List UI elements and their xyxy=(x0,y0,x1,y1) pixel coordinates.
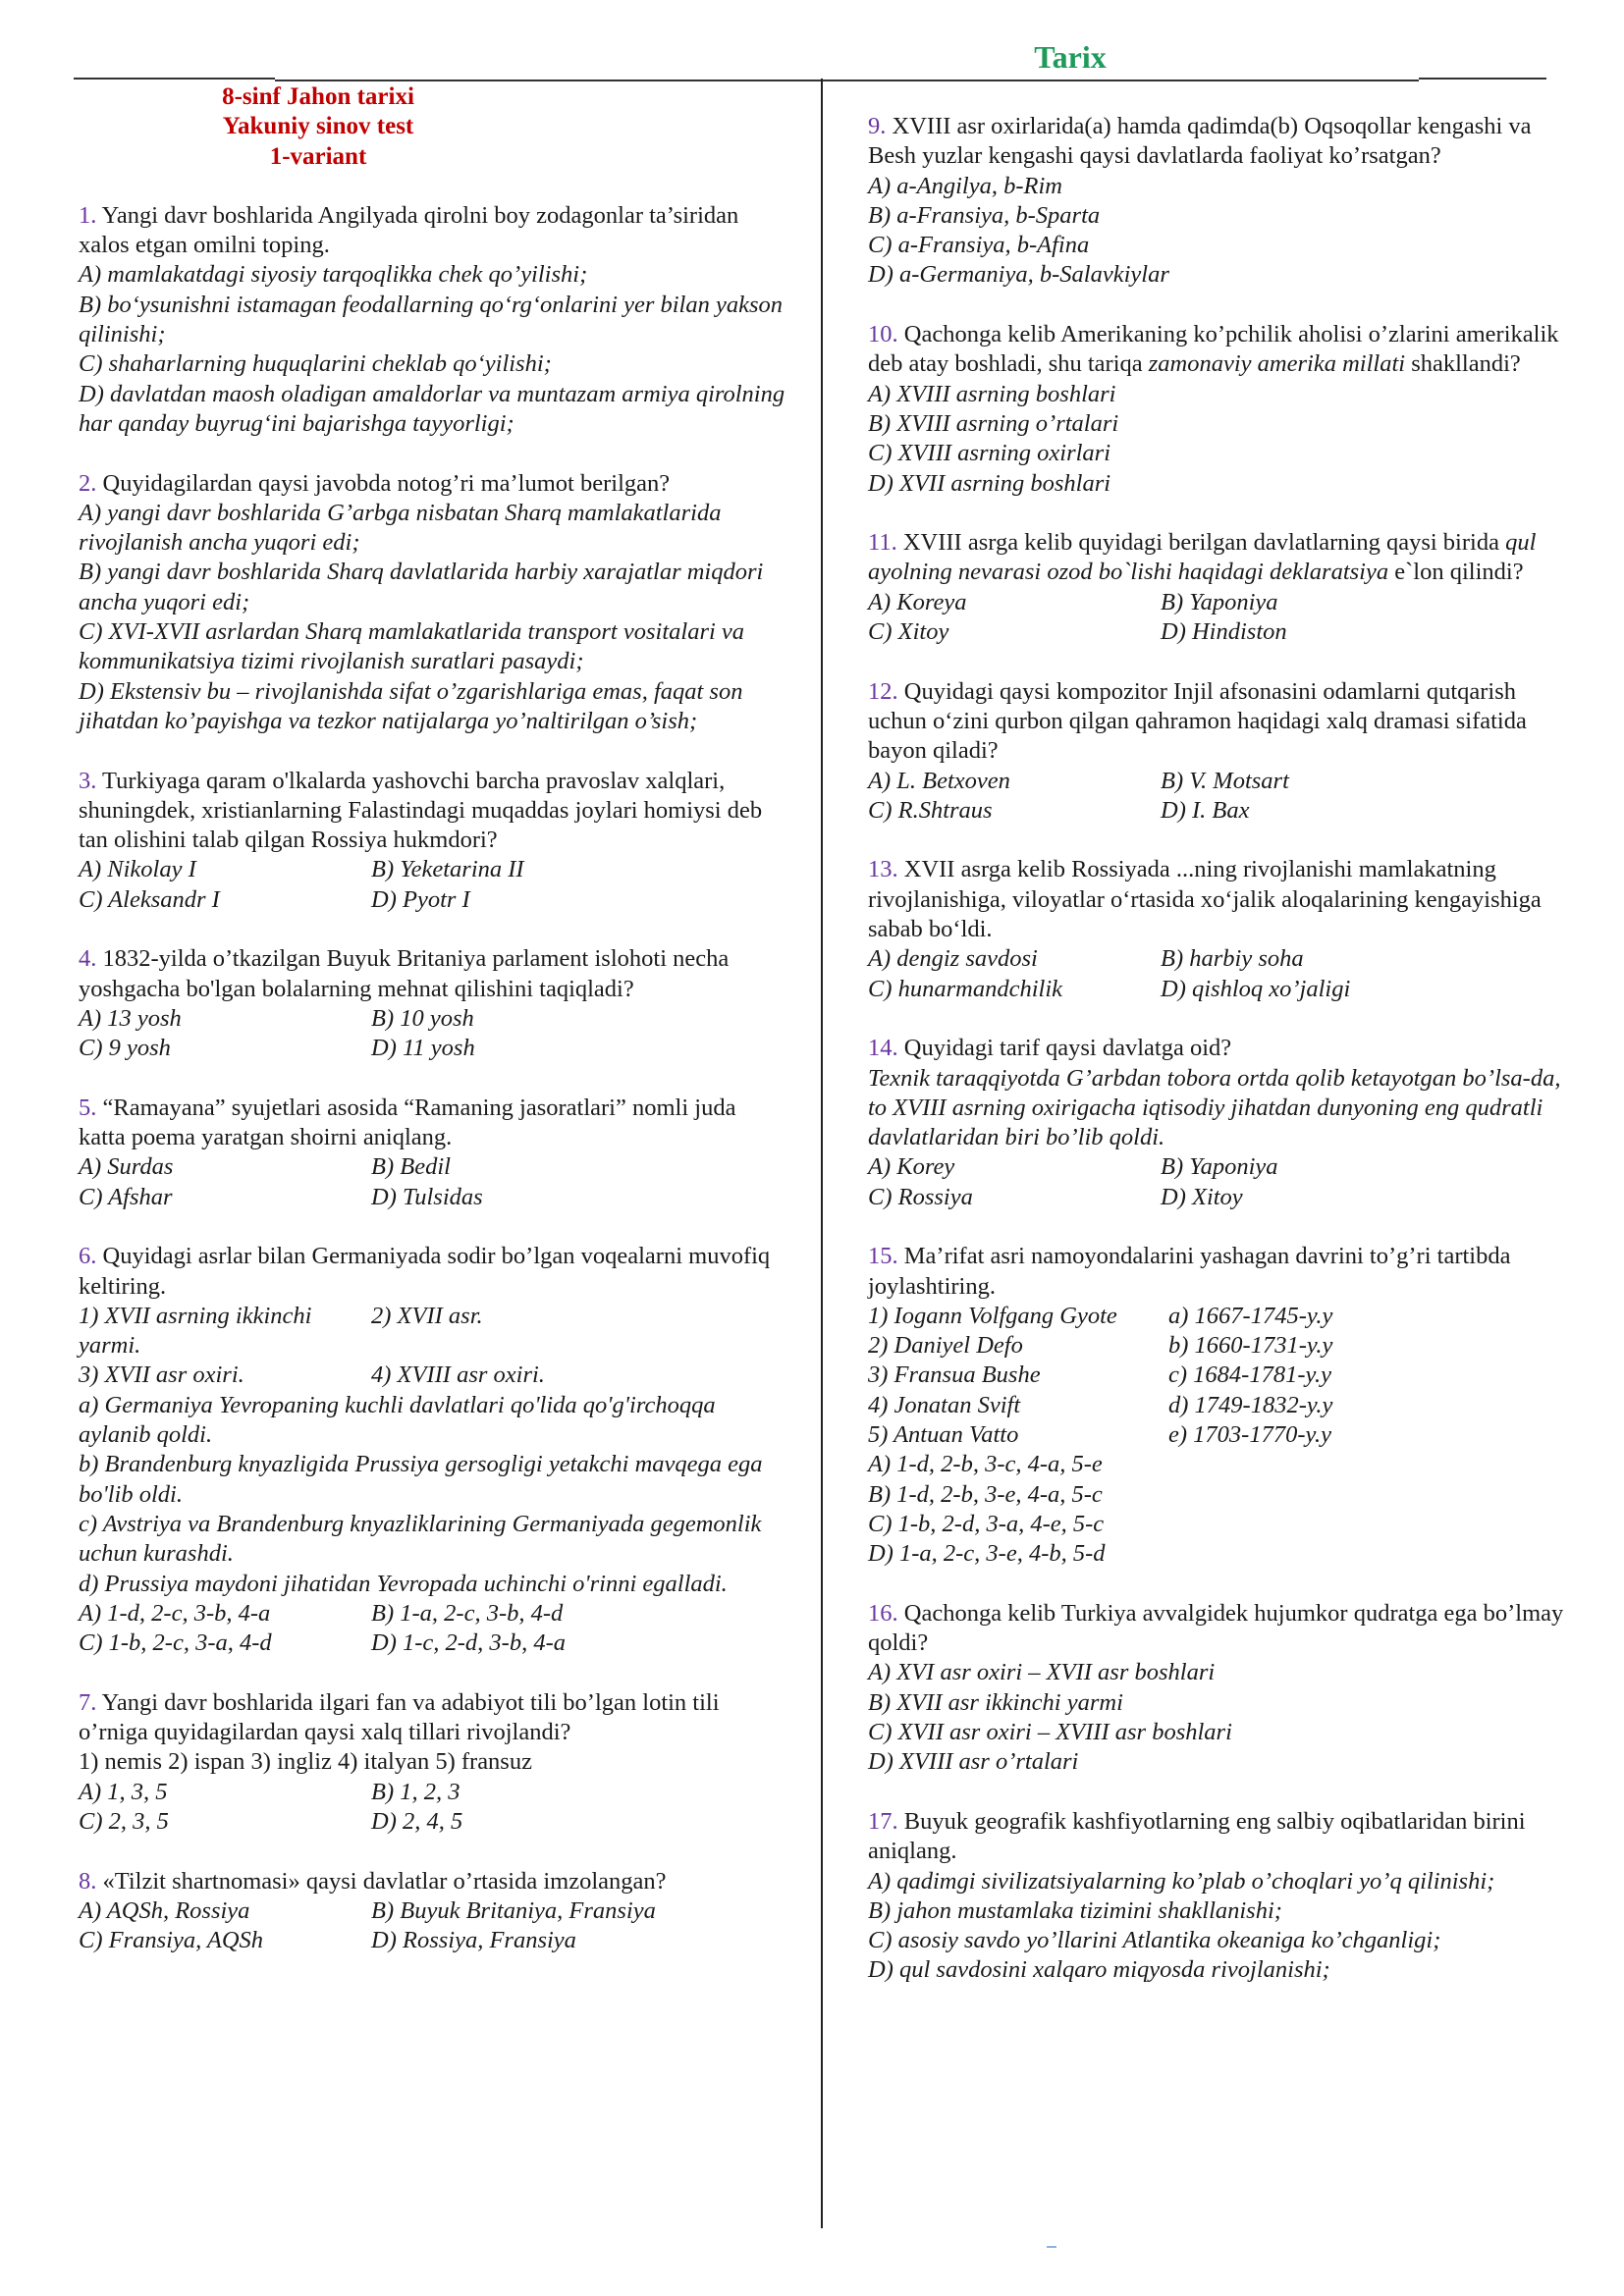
answer-option: A) L. Betxoven xyxy=(868,767,1010,794)
answer-option: D) 11 yosh xyxy=(371,1035,475,1062)
question-text xyxy=(868,677,1575,767)
question-body: Ma’rifat asri namoyondalarini yashagan davrini to’g’ri tartibda joylashtiring. xyxy=(868,1243,1511,1300)
question-block xyxy=(868,1599,1575,1778)
question-emphasis: qul ayolning nevarasi ozod bo`lishi haqidagi deklaratsiya xyxy=(868,529,1537,586)
question-number: 11. xyxy=(868,529,897,557)
answer-option: A) qadimgi sivilizatsiyalarning ko’plab o’choqlari yo’q qilinishi; xyxy=(868,1867,1495,1895)
question-body: shakllandi? xyxy=(1405,350,1521,378)
question-text xyxy=(79,1242,785,1302)
answer-option: D) 2, 4, 5 xyxy=(371,1807,463,1835)
match-left: 5) Antuan Vatto xyxy=(868,1421,1019,1449)
answer-option: d) Prussiya maydoni jihatidan Yevropada uchinchi o'rinni egalladi. xyxy=(79,1570,728,1597)
answer-option: C) Rossiya xyxy=(868,1183,973,1210)
answer-option: A) Koreya xyxy=(868,588,967,615)
answer-option: A) Nikolay I xyxy=(79,856,196,883)
question-number: 12. xyxy=(868,677,898,705)
top-rule-left xyxy=(74,78,275,80)
item-right: 4) XVIII asr oxiri. xyxy=(371,1362,545,1389)
match-row xyxy=(868,1391,1575,1420)
answer-option: D) Ekstensiv bu – rivojlanishda sifat o’zgarishlariga emas, faqat son jihatdan ko’payishga va tezkor natijalarga yo’naltirilgan o’sish; xyxy=(79,677,743,734)
question-text xyxy=(868,1807,1575,1867)
answer-option: A) Surdas xyxy=(79,1153,174,1181)
question-block xyxy=(868,855,1575,1003)
question-body: e`lon qilindi? xyxy=(1388,559,1524,586)
question-text xyxy=(868,1242,1575,1302)
question-body: Qachonga kelib Turkiya avvalgidek hujumkor qudratga ega bo’lmay qoldi? xyxy=(868,1599,1564,1657)
answer-option: D) Hindiston xyxy=(1161,618,1287,646)
answer-row xyxy=(868,1183,1575,1212)
answer-row xyxy=(868,796,1575,826)
answer-option: A) a-Angilya, b-Rim xyxy=(868,172,1062,199)
question-body: Qachonga kelib Amerikaning ko’pchilik aholisi o’zlarini amerikalik deb atay boshladi, shu tariqa xyxy=(868,321,1559,378)
header-line-3: 1-variant xyxy=(269,142,367,170)
question-text xyxy=(79,1094,785,1153)
question-text xyxy=(868,112,1575,172)
answer-option: A) 13 yosh xyxy=(79,1004,182,1032)
question-body: XVIII asrga kelib quyidagi berilgan davlatlarning qaysi birida xyxy=(896,529,1506,557)
answer-row xyxy=(79,1896,785,1926)
answer-option: a) Germaniya Yevropaning kuchli davlatlari qo'lida qo'g'irchoqqa aylanib qoldi. xyxy=(79,1391,716,1449)
answer-option: C) XVI-XVII asrlardan Sharq mamlakatlarida transport vositalari va kommunikatsiya tizimi rivojlanish suratlari pasaydi; xyxy=(79,618,745,675)
match-left: 4) Jonatan Svift xyxy=(868,1391,1021,1418)
answer-option: B) 1-a, 2-c, 3-b, 4-d xyxy=(371,1599,564,1627)
answer-row xyxy=(79,1004,785,1034)
left-column xyxy=(79,82,785,1986)
answer-row xyxy=(868,944,1575,974)
match-right: e) 1703-1770-y.y xyxy=(1168,1421,1331,1449)
answer-option: C) 2, 3, 5 xyxy=(79,1807,169,1835)
answer-row xyxy=(868,975,1575,1004)
test-header xyxy=(82,82,554,172)
question-body: “Ramayana” syujetlari asosida “Ramaning jasoratlari” nomli juda katta poema yaratgan shoirni aniqlang. xyxy=(79,1094,736,1151)
question-block xyxy=(79,469,785,737)
top-rule-right xyxy=(1419,78,1546,80)
item-row xyxy=(79,1302,785,1362)
question-block xyxy=(79,944,785,1063)
question-text xyxy=(79,944,785,1004)
answer-option: B) XVII asr ikkinchi yarmi xyxy=(868,1688,1123,1716)
answer-row xyxy=(79,1183,785,1212)
answer-option: B) 1, 2, 3 xyxy=(371,1778,460,1805)
question-number: 6. xyxy=(79,1243,97,1270)
question-number: 14. xyxy=(868,1035,898,1062)
answer-row xyxy=(79,1034,785,1063)
answer-row xyxy=(868,1152,1575,1182)
question-body: 1832-yilda o’tkazilgan Buyuk Britaniya parlament islohoti necha yoshgacha bo'lgan bolalarning mehnat qilishini taqiqladi? xyxy=(79,945,730,1002)
answer-option: C) Aleksandr I xyxy=(79,885,220,913)
question-text xyxy=(79,469,785,499)
top-rule-middle xyxy=(275,80,1419,81)
item-left: 1) XVII asrning ikkinchi yarmi. xyxy=(79,1302,312,1360)
question-block xyxy=(868,112,1575,291)
answer-option: C) 1-b, 2-d, 3-a, 4-e, 5-c xyxy=(868,1510,1105,1537)
item-left: 3) XVII asr oxiri. xyxy=(79,1362,244,1389)
answer-option: C) Xitoy xyxy=(868,618,949,646)
question-body: Buyuk geografik kashfiyotlarning eng salbiy oqibatlaridan birini aniqlang. xyxy=(868,1807,1526,1865)
answer-option: B) bo‘ysunishni istamagan feodallarning qo‘rg‘onlarini yer bilan yakson qilinishi; xyxy=(79,291,784,348)
answer-option: B) Yaponiya xyxy=(1161,1153,1278,1181)
answer-option: B) a-Fransiya, b-Sparta xyxy=(868,201,1101,229)
answer-row xyxy=(868,588,1575,617)
question-block xyxy=(868,1242,1575,1569)
answer-option: A) yangi davr boshlarida G’arbga nisbatan Sharq mamlakatlarida rivojlanish ancha yuqori edi; xyxy=(79,499,722,557)
question-text xyxy=(868,855,1575,944)
answer-option: D) 1-c, 2-d, 3-b, 4-a xyxy=(371,1629,566,1657)
answer-option: C) Afshar xyxy=(79,1183,173,1210)
answer-option: C) Fransiya, AQSh xyxy=(79,1927,264,1954)
answer-row xyxy=(79,1807,785,1837)
question-block xyxy=(868,1807,1575,1986)
question-block xyxy=(868,528,1575,647)
answer-row xyxy=(79,1599,785,1629)
answer-option: C) XVIII asrning oxirlari xyxy=(868,440,1111,467)
question-number: 5. xyxy=(79,1094,97,1121)
question-number: 4. xyxy=(79,945,97,973)
answer-row xyxy=(79,855,785,884)
question-number: 7. xyxy=(79,1688,97,1716)
question-number: 2. xyxy=(79,469,97,497)
question-text xyxy=(79,767,785,856)
question-body: Quyidagi tarif qaysi davlatga oid? xyxy=(897,1035,1232,1062)
question-block xyxy=(79,1867,785,1956)
question-text xyxy=(868,1599,1575,1659)
question-number: 8. xyxy=(79,1867,97,1895)
answer-option: B) yangi davr boshlarida Sharq davlatlarida harbiy xarajatlar miqdori ancha yuqori edi; xyxy=(79,559,764,615)
answer-option: B) Yeketarina II xyxy=(371,856,524,883)
column-divider xyxy=(821,79,823,2228)
match-row xyxy=(868,1361,1575,1390)
answer-option: C) a-Fransiya, b-Afina xyxy=(868,232,1090,259)
question-number: 13. xyxy=(868,856,898,883)
question-block xyxy=(868,677,1575,826)
question-emphasis: zamonaviy amerika millati xyxy=(1148,350,1406,378)
answer-option: A) 1-d, 2-b, 3-c, 4-a, 5-e xyxy=(868,1451,1103,1478)
answer-option: D) Tulsidas xyxy=(371,1183,483,1210)
question-block xyxy=(79,1094,785,1212)
answer-option: D) davlatdan maosh oladigan amaldorlar va muntazam armiya qirolning har qanday buyrug‘ini bajarishga tayyorligi; xyxy=(79,380,785,437)
answer-option: D) Pyotr I xyxy=(371,885,470,913)
header-line-1: 8-sinf Jahon tarixi xyxy=(222,83,414,110)
match-right: c) 1684-1781-y.y xyxy=(1168,1362,1331,1389)
question-number: 3. xyxy=(79,767,97,794)
answer-option: C) R.Shtraus xyxy=(868,796,993,824)
question-text xyxy=(79,201,785,261)
answer-row xyxy=(79,1778,785,1807)
answer-option: D) a-Germaniya, b-Salavkiylar xyxy=(868,261,1169,289)
question-body: Quyidagi asrlar bilan Germaniyada sodir bo’lgan voqealarni muvofiq keltiring. xyxy=(79,1243,771,1300)
question-block xyxy=(79,201,785,439)
answer-option: B) 1-d, 2-b, 3-e, 4-a, 5-c xyxy=(868,1480,1103,1508)
answer-option: A) dengiz savdosi xyxy=(868,945,1038,973)
answer-option: D) XVIII asr o’rtalari xyxy=(868,1748,1079,1776)
answer-row xyxy=(79,885,785,915)
answer-row xyxy=(868,617,1575,647)
header-line-2: Yakuniy sinov test xyxy=(222,113,414,140)
answer-option: C) hunarmandchilik xyxy=(868,975,1063,1002)
question-body: «Tilzit shartnomasi» qaysi davlatlar o’rtasida imzolangan? xyxy=(96,1867,667,1895)
question-body: Yangi davr boshlarida ilgari fan va adabiyot tili bo’lgan lotin tili o’rniga quyidagilardan qaysi xalq tillari rivojlandi? xyxy=(79,1688,720,1746)
answer-option: A) Korey xyxy=(868,1153,955,1181)
right-question-list xyxy=(868,112,1575,1986)
question-number: 10. xyxy=(868,321,898,348)
item-row xyxy=(79,1361,785,1390)
answer-row xyxy=(79,1926,785,1955)
page-mark xyxy=(1047,2246,1056,2248)
answer-option: Texnik taraqqiyotda G’arbdan tobora ortda qolib ketayotgan bo’lsa-da, to XVIII asrning oxirigacha iqtisodiy jihatdan dunyoning eng qudratli davlatlaridan biri bo’lib qoldi. xyxy=(868,1064,1561,1151)
question-block xyxy=(868,320,1575,499)
answer-option: A) XVI asr oxiri – XVII asr boshlari xyxy=(868,1659,1216,1686)
left-question-list xyxy=(79,201,785,1956)
question-items: 1) nemis 2) ispan 3) ingliz 4) italyan 5) fransuz xyxy=(79,1748,532,1776)
right-column xyxy=(868,112,1575,2015)
answer-option: B) V. Motsart xyxy=(1161,767,1289,794)
answer-option: B) XVIII asrning o’rtalari xyxy=(868,409,1119,437)
match-right: a) 1667-1745-y.y xyxy=(1168,1302,1333,1329)
answer-option: B) harbiy soha xyxy=(1161,945,1304,973)
answer-option: A) 1-d, 2-c, 3-b, 4-a xyxy=(79,1599,271,1627)
question-body: XVII asrga kelib Rossiyada ...ning rivojlanishi mamlakatning rivojlanishiga, viloyatlar o‘rtasida xo‘jalik aloqalarining kengayishiga sabab bo‘ldi. xyxy=(868,856,1542,943)
question-text xyxy=(79,1688,785,1748)
question-body: Yangi davr boshlarida Angilyada qirolni boy zodagonlar ta’siridan xalos etgan omilni toping. xyxy=(79,201,739,259)
answer-option: c) Avstriya va Brandenburg knyazliklarining Germaniyada gegemonlik uchun kurashdi. xyxy=(79,1510,762,1568)
question-number: 1. xyxy=(79,201,97,229)
answer-option: C) 1-b, 2-c, 3-a, 4-d xyxy=(79,1629,272,1657)
answer-option: C) shaharlarning huquqlarini cheklab qo‘yilishi; xyxy=(79,350,552,378)
answer-option: B) Yaponiya xyxy=(1161,588,1278,615)
question-block xyxy=(79,767,785,915)
question-number: 15. xyxy=(868,1243,898,1270)
answer-row xyxy=(79,1152,785,1182)
question-text xyxy=(79,1867,785,1896)
question-block xyxy=(79,1688,785,1837)
question-number: 17. xyxy=(868,1807,898,1835)
item-right: 2) XVII asr. xyxy=(371,1302,483,1329)
question-text xyxy=(868,320,1575,380)
answer-option: C) asosiy savdo yo’llarini Atlantika okeaniga ko’chganligi; xyxy=(868,1927,1441,1954)
question-block xyxy=(79,1242,785,1658)
match-right: d) 1749-1832-y.y xyxy=(1168,1391,1333,1418)
answer-option: D) Rossiya, Fransiya xyxy=(371,1927,576,1954)
answer-option: A) 1, 3, 5 xyxy=(79,1778,168,1805)
answer-option: C) 9 yosh xyxy=(79,1035,171,1062)
match-row xyxy=(868,1302,1575,1331)
question-body: Quyidagi qaysi kompozitor Injil afsonasini odamlarni qutqarish uchun o‘zini qurbon qilgan qahramon haqidagi xalq dramasi sifatida bayon qiladi? xyxy=(868,677,1527,765)
question-number: 9. xyxy=(868,113,887,139)
match-row xyxy=(868,1420,1575,1450)
question-block xyxy=(868,1034,1575,1212)
brand-title: Tarix xyxy=(1034,39,1107,75)
answer-option: A) mamlakatdagi siyosiy tarqoqlikka chek qo’yilishi; xyxy=(79,261,588,289)
match-row xyxy=(868,1331,1575,1361)
question-text xyxy=(868,528,1575,588)
answer-option: D) qul savdosini xalqaro miqyosda rivojlanishi; xyxy=(868,1956,1330,1984)
answer-option: D) XVII asrning boshlari xyxy=(868,469,1111,497)
answer-option: D) 1-a, 2-c, 3-e, 4-b, 5-d xyxy=(868,1540,1106,1568)
answer-option: B) jahon mustamlaka tizimini shakllanishi; xyxy=(868,1896,1282,1924)
match-left: 1) Iogann Volfgang Gyote xyxy=(868,1302,1117,1329)
question-number: 16. xyxy=(868,1599,898,1627)
match-right: b) 1660-1731-y.y xyxy=(1168,1332,1333,1360)
answer-row xyxy=(868,767,1575,796)
answer-option: D) qishloq xo’jaligi xyxy=(1161,975,1351,1002)
match-left: 2) Daniyel Defo xyxy=(868,1332,1023,1360)
question-body: XVIII asr oxirlarida(a) hamda qadimda(b) Oqsoqollar kengashi va Besh yuzlar kengashi qaysi davlatlarda faoliyat ko’rsatgan? xyxy=(868,113,1532,170)
answer-row xyxy=(79,1629,785,1658)
answer-option: D) I. Bax xyxy=(1161,796,1250,824)
question-body: Turkiyaga qaram o'lkalarda yashovchi barcha pravoslav xalqlari, shuningdek, xristianlarning Falastindagi muqaddas joylari homiysi deb tan olishini talab qilgan Rossiya hukmdori? xyxy=(79,767,763,854)
answer-option: D) Xitoy xyxy=(1161,1183,1243,1210)
answer-option: A) AQSh, Rossiya xyxy=(79,1896,250,1924)
answer-option: b) Brandenburg knyazligida Prussiya gersogligi yetakchi mavqega ega bo'lib oldi. xyxy=(79,1451,763,1508)
question-text xyxy=(868,1034,1575,1063)
answer-option: A) XVIII asrning boshlari xyxy=(868,380,1116,407)
answer-option: B) 10 yosh xyxy=(371,1004,474,1032)
question-body: Quyidagilardan qaysi javobda notog’ri ma’lumot berilgan? xyxy=(96,469,671,497)
match-left: 3) Fransua Bushe xyxy=(868,1362,1041,1389)
answer-option: B) Buyuk Britaniya, Fransiya xyxy=(371,1896,656,1924)
answer-option: B) Bedil xyxy=(371,1153,451,1181)
answer-option: C) XVII asr oxiri – XVIII asr boshlari xyxy=(868,1719,1232,1746)
